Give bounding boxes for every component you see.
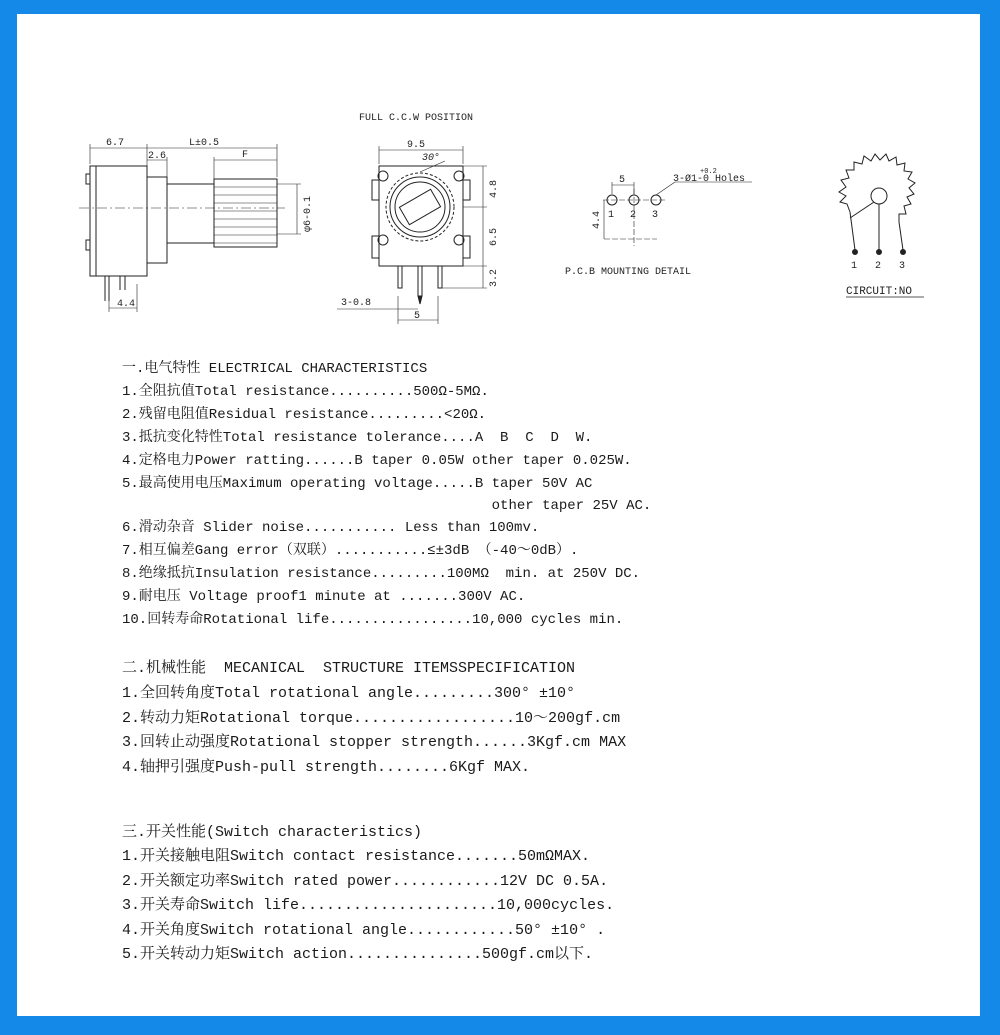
- spec-line: 3.回转止动强度Rotational stopper strength......3Kgf.cm MAX: [122, 734, 627, 751]
- circuit-pin-label-1: 1: [851, 261, 858, 272]
- side-step-dim: 2.6: [148, 151, 167, 162]
- technical-drawings: [17, 14, 980, 344]
- circuit-title: CIRCUIT:NO: [846, 286, 913, 298]
- spec-line: 4.开关角度Switch rotational angle............50° ±10° .: [122, 921, 606, 939]
- pcb-holes-tol: +0.2: [700, 168, 717, 176]
- pcb-pin-label-3: 3: [652, 210, 659, 221]
- spec-line: 4.轴押引强度Push-pull strength........6Kgf MAX.: [122, 758, 531, 776]
- spec-line: 3.抵抗变化特性Total resistance tolerance....A B C D W.: [122, 430, 593, 446]
- side-shaft-label: F: [242, 150, 249, 161]
- side-length-dim: L±0.5: [189, 138, 220, 149]
- front-upper-dim: 4.8: [489, 179, 500, 198]
- side-pin-offset-dim: 4.4: [117, 299, 136, 310]
- electrical-characteristics: [122, 358, 651, 632]
- pcb-pin-label-1: 1: [608, 210, 615, 221]
- circuit-pin-label-2: 2: [875, 261, 882, 272]
- front-view-title: FULL C.C.W POSITION: [359, 113, 474, 124]
- pcb-holes-label: 3-Ø1-0 Holes: [673, 174, 746, 185]
- spec-line: 2.开关额定功率Switch rated power............12V DC 0.5A.: [122, 872, 609, 890]
- section-heading: 三.开关性能(Switch characteristics): [122, 824, 423, 841]
- spec-line: 8.绝缘抵抗Insulation resistance.........100MΩ min. at 250V DC.: [122, 566, 641, 582]
- pcb-mounting-drawing: [603, 182, 752, 246]
- pcb-detail-title: P.C.B MOUNTING DETAIL: [565, 267, 692, 278]
- section-heading: 二.机械性能 MECANICAL STRUCTURE ITEMSSPECIFICATION: [122, 660, 576, 677]
- switch-characteristics: [122, 820, 614, 968]
- side-shaft-dia: φ6-0.1: [303, 195, 314, 232]
- spec-line: 1.全回转角度Total rotational angle.........300° ±10°: [122, 685, 576, 702]
- pcb-height-dim: 4.4: [592, 210, 603, 229]
- spec-line: 10.回转寿命Rotational life.................10,000 cycles min.: [122, 612, 624, 628]
- spec-line: 9.耐电压 Voltage proof1 minute at .......300V AC.: [122, 589, 526, 605]
- front-width-dim: 9.5: [407, 140, 426, 151]
- front-pitch-dim: 5: [414, 311, 421, 322]
- section-heading: 一.电气特性 ELECTRICAL CHARACTERISTICS: [122, 361, 428, 377]
- datasheet-sheet: [17, 14, 980, 1016]
- circuit-diagram: [839, 154, 924, 297]
- spec-line: 2.残留电阻值Residual resistance.........<20Ω.: [122, 407, 487, 423]
- spec-line: 2.转动力矩Rotational torque..................10～200gf.cm: [122, 709, 621, 727]
- spec-line: 6.滑动杂音 Slider noise........... Less than 100mv.: [122, 520, 540, 536]
- pcb-pitch-dim: 5: [619, 175, 626, 186]
- spec-line: 4.定格电力Power ratting......B taper 0.05W other taper 0.025W.: [122, 453, 632, 469]
- front-pins-dim: 3-0.8: [341, 298, 372, 309]
- spec-line-continuation: other taper 25V AC.: [122, 498, 652, 514]
- mechanical-characteristics: [122, 656, 626, 780]
- circuit-pin-label-3: 3: [899, 261, 906, 272]
- front-angle-dim: 30°: [422, 153, 441, 164]
- spec-line: 5.开关转动力矩Switch action...............500gf.cm以下.: [122, 946, 594, 963]
- front-middle-dim: 6.5: [489, 227, 500, 246]
- spec-line: 5.最高使用电压Maximum operating voltage.....B taper 50V AC: [122, 476, 593, 492]
- pcb-pin-label-2: 2: [630, 210, 637, 221]
- front-lower-dim: 3.2: [489, 268, 500, 287]
- spec-line: 1.开关接触电阻Switch contact resistance.......50mΩMAX.: [122, 848, 591, 865]
- spec-line: 1.全阻抗值Total resistance..........500Ω-5MΩ.: [122, 384, 489, 400]
- spec-line: 3.开关寿命Switch life......................10,000cycles.: [122, 897, 615, 914]
- side-width-dim: 6.7: [106, 138, 125, 149]
- spec-line: 7.相互偏差Gang error（双联）...........≤±3dB （-40～0dB）.: [122, 543, 579, 559]
- side-view-drawing: [79, 144, 301, 312]
